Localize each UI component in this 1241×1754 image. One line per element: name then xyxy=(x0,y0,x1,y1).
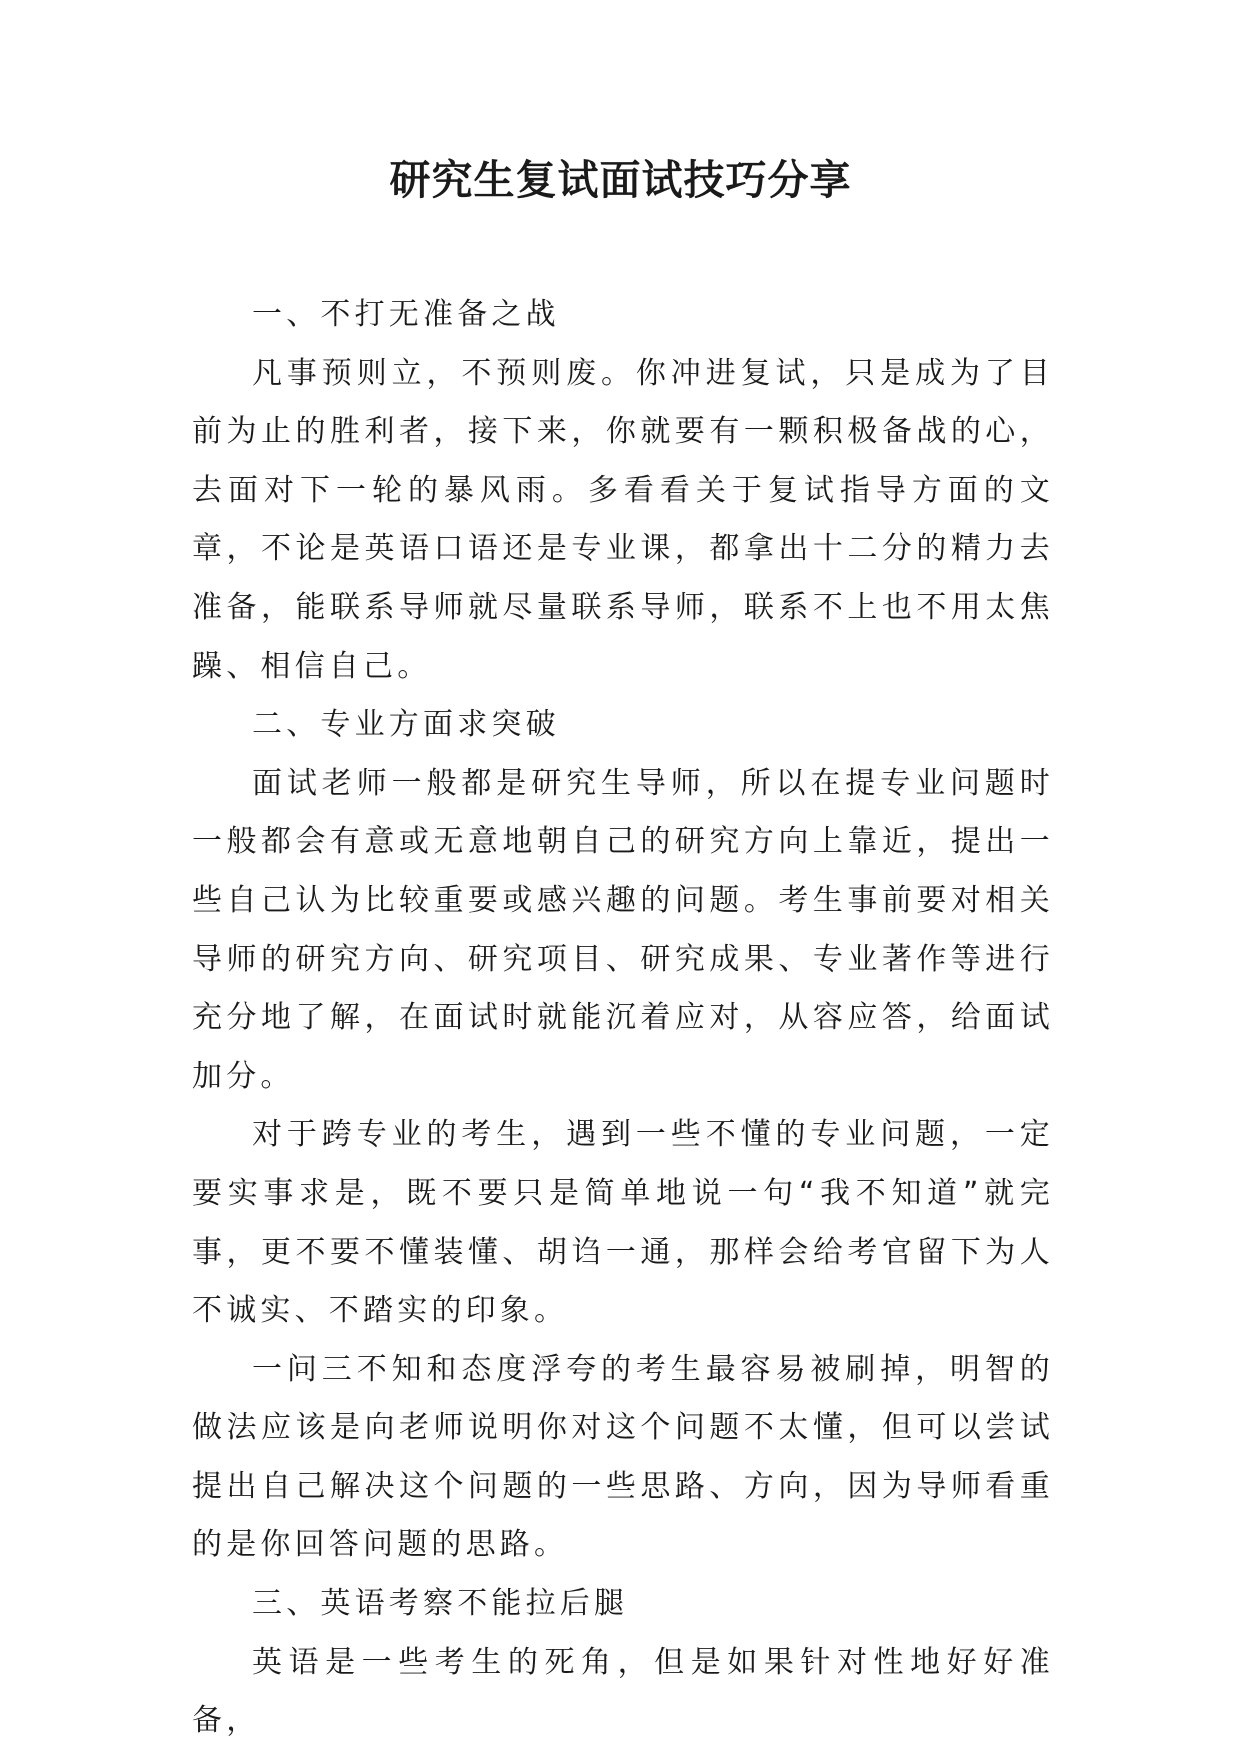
section-heading-2: 二、专业方面求突破 xyxy=(252,707,560,743)
paragraph: 英语是一些考生的死角，但是如果针对性地好好准备， xyxy=(192,1644,1054,1739)
paragraph: 面试老师一般都是研究生导师，所以在提专业问题时一般都会有意或无意地朝自己的研究方向上靠近，提出一些自己认为比较重要或感兴趣的问题。考生事前要对相关导师的研究方向、研究项目、研究成果、专业著作等进行充分地了解，在面试时就能沉着应对，从容应答，给面试加分。 xyxy=(192,765,1054,1094)
page-title: 研究生复试面试技巧分享 xyxy=(389,156,852,204)
document-body xyxy=(192,286,1054,1751)
paragraph: 一问三不知和态度浮夸的考生最容易被刷掉，明智的做法应该是向老师说明你对这个问题不太懂，但可以尝试提出自己解决这个问题的一些思路、方向，因为导师看重的是你回答问题的思路。 xyxy=(192,1351,1054,1563)
paragraph: 凡事预则立，不预则废。你冲进复试，只是成为了目前为止的胜利者，接下来，你就要有一颗积极备战的心，去面对下一轮的暴风雨。多看看关于复试指导方面的文章，不论是英语口语还是专业课，都拿出十二分的精力去准备，能联系导师就尽量联系导师，联系不上也不用太焦躁、相信自己。 xyxy=(192,355,1054,684)
section-heading-1: 一、不打无准备之战 xyxy=(252,297,560,332)
paragraph: 对于跨专业的考生，遇到一些不懂的专业问题，一定要实事求是，既不要只是简单地说一句“我不知道”就完事，更不要不懂装懂、胡诌一通，那样会给考官留下为人不诚实、不踏实的印象。 xyxy=(192,1117,1054,1329)
section-heading-3: 三、英语考察不能拉后腿 xyxy=(252,1586,629,1622)
